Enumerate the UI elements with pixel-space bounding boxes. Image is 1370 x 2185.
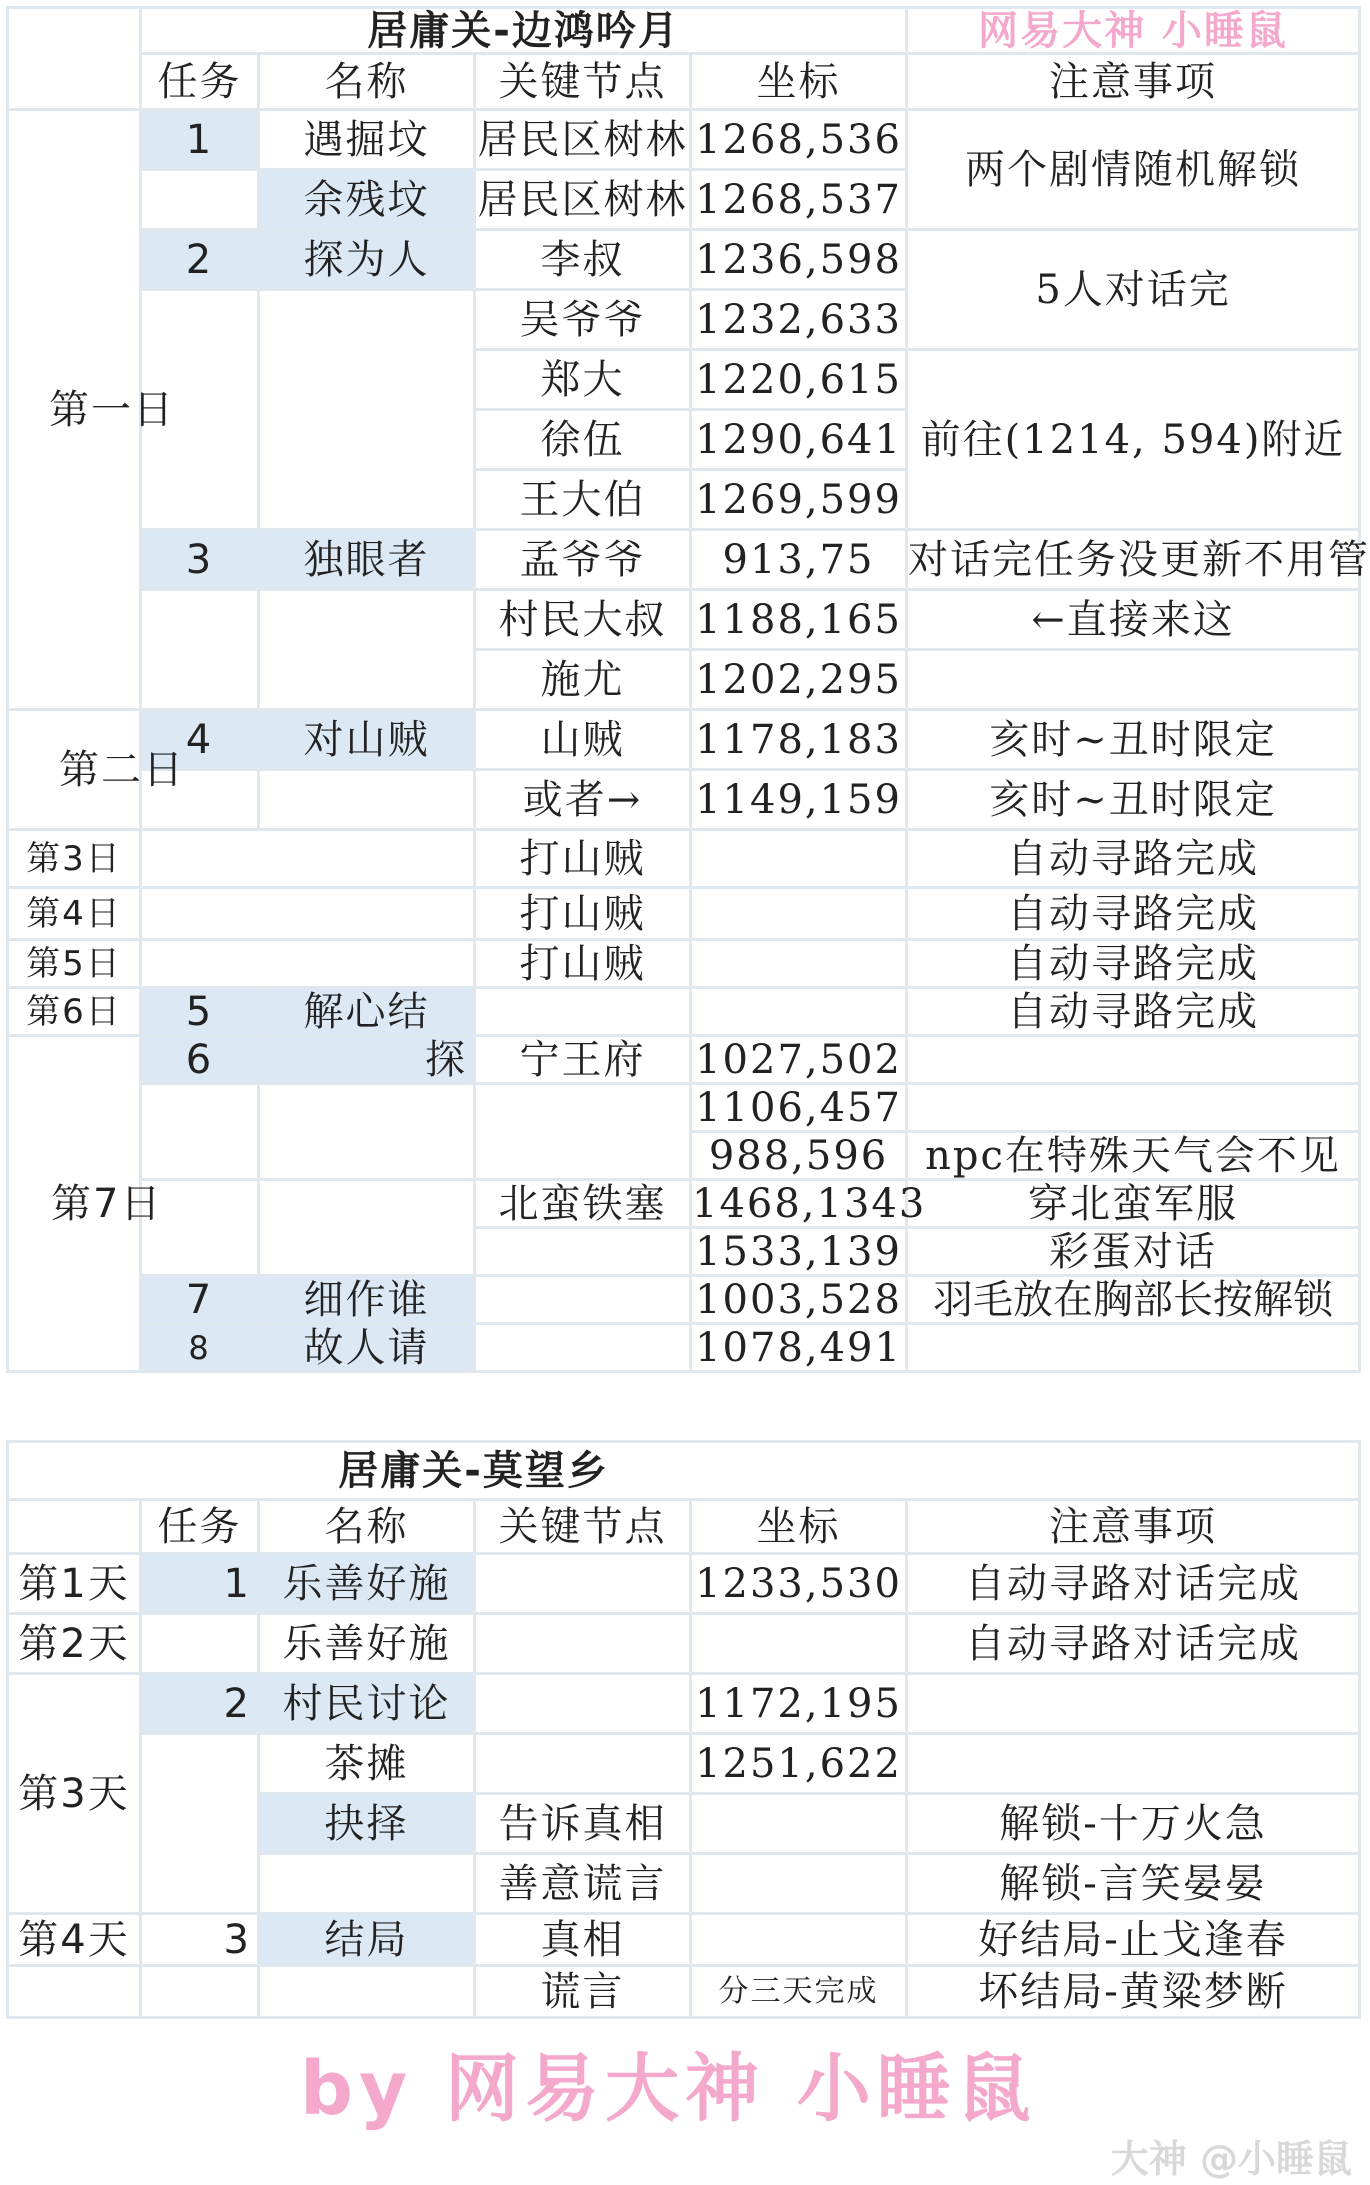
coordinate: 1232,633 (691, 290, 907, 350)
coordinate (691, 1854, 907, 1914)
key-node: 打山贼 (475, 888, 691, 940)
header-task: 任务 (141, 54, 259, 110)
coordinate (691, 830, 907, 888)
coordinate (691, 988, 907, 1036)
day-label: 第2天 (8, 1614, 141, 1674)
note: npc在特殊天气会不见 (907, 1132, 1360, 1180)
coordinate: 1106,457 (691, 1084, 907, 1132)
quest-name: 探 (259, 1036, 475, 1084)
key-node (475, 1228, 691, 1276)
task-number: 2 (141, 230, 259, 290)
header-note: 注意事项 (907, 1500, 1360, 1554)
key-node: 施尤 (475, 650, 691, 710)
quest-table-bianhong (6, 6, 1370, 1373)
coordinate (691, 1794, 907, 1854)
coordinate (691, 888, 907, 940)
quest-name (259, 1180, 475, 1276)
quest-name: 探为人 (259, 230, 475, 290)
note: 羽毛放在胸部长按解锁 (907, 1276, 1360, 1324)
task-number: 3 (141, 530, 259, 590)
key-node: 村民大叔 (475, 590, 691, 650)
note: 自动寻路完成 (907, 940, 1360, 988)
coordinate: 1202,295 (691, 650, 907, 710)
coordinate: 1003,528 (691, 1276, 907, 1324)
coordinate: 1172,195 (691, 1674, 907, 1734)
key-node: 或者→ (475, 770, 691, 830)
coordinate: 1468,1343 (692, 1180, 927, 1227)
quest-name: 对山贼 (259, 710, 475, 770)
key-node: 谎言 (475, 1966, 691, 2018)
task-number (141, 1084, 259, 1180)
note: 5人对话完 (907, 230, 1360, 350)
coordinate: 1290,641 (691, 410, 907, 470)
key-node (475, 1614, 691, 1674)
coordinate: 1220,615 (691, 350, 907, 410)
key-node (475, 1734, 691, 1794)
day-label (8, 1966, 141, 2018)
header-name: 名称 (259, 54, 475, 110)
coordinate: 1251,622 (691, 1734, 907, 1794)
coordinate (691, 1614, 907, 1674)
coordinate: 1268,536 (691, 110, 907, 170)
quest-name: 抉择 (259, 1794, 475, 1854)
note (907, 1324, 1360, 1372)
task-number: 3 (141, 1914, 259, 1966)
note: 解锁-十万火急 (907, 1794, 1360, 1854)
coordinate: 1268,537 (691, 170, 907, 230)
note: 对话完任务没更新不用管 (907, 530, 1360, 590)
task-number: 7 (141, 1276, 259, 1324)
quest-name: 余残坟 (259, 170, 475, 230)
key-node: 孟爷爷 (475, 530, 691, 590)
day-label: 第4日 (8, 888, 141, 940)
coordinate: 1178,183 (691, 710, 907, 770)
key-node (475, 1324, 691, 1372)
header-note: 注意事项 (907, 54, 1360, 110)
key-node: 告诉真相 (475, 1794, 691, 1854)
day-label: 第6日 (8, 988, 141, 1036)
quest-name: 结局 (259, 1914, 475, 1966)
quest-table-mowangxiang (6, 1440, 1361, 2019)
watermark: 大神 @小睡鼠 (1110, 2137, 1352, 2181)
note: 前往(1214, 594)附近 (907, 350, 1360, 530)
coordinate: 1149,159 (691, 770, 907, 830)
header-name: 名称 (259, 1500, 475, 1554)
header-node: 关键节点 (475, 54, 691, 110)
task-number: 1 (141, 1554, 259, 1614)
coordinate: 1078,491 (691, 1324, 907, 1372)
note: 自动寻路对话完成 (907, 1614, 1360, 1674)
coordinate (691, 1914, 907, 1966)
coordinate (691, 940, 907, 988)
note: 自动寻路对话完成 (907, 1554, 1360, 1614)
quest-name (259, 1854, 475, 1914)
coordinate: 988,596 (691, 1132, 907, 1180)
key-node (475, 1276, 691, 1324)
note (907, 1734, 1360, 1794)
task-number: 1 (141, 110, 259, 170)
quest-name: 独眼者 (259, 530, 475, 590)
key-node: 真相 (475, 1914, 691, 1966)
empty-cell (141, 940, 475, 988)
coordinate: 1233,530 (691, 1554, 907, 1614)
day-label: 第二日 (8, 710, 141, 830)
task-number (141, 590, 259, 710)
key-node: 善意谎言 (475, 1854, 691, 1914)
key-node: 郑大 (475, 350, 691, 410)
table-title: 居庸关-边鸿吟月 (141, 8, 907, 54)
task-number: 4 (141, 710, 259, 770)
task-number (141, 170, 259, 230)
quest-name: 乐善好施 (259, 1614, 475, 1674)
day-label: 第3天 (8, 1674, 141, 1914)
coordinate: 分三天完成 (691, 1966, 907, 2018)
key-node (475, 1674, 691, 1734)
corner-cell (8, 8, 141, 110)
note (907, 1674, 1360, 1734)
note: 自动寻路完成 (907, 888, 1360, 940)
table-title: 居庸关-莫望乡 (8, 1442, 1360, 1500)
task-number: 2 (141, 1674, 259, 1734)
key-node: 打山贼 (475, 940, 691, 988)
coordinate: 1269,599 (691, 470, 907, 530)
task-number (141, 1614, 259, 1674)
task-number: 5 (141, 988, 259, 1036)
note (907, 1084, 1360, 1132)
quest-name (259, 290, 475, 530)
quest-name: 茶摊 (259, 1734, 475, 1794)
day-label: 第4天 (8, 1914, 141, 1966)
quest-name (259, 770, 475, 830)
quest-name: 细作谁 (259, 1276, 475, 1324)
key-node: 李叔 (475, 230, 691, 290)
day-label: 第5日 (8, 940, 141, 988)
key-node: 徐伍 (475, 410, 691, 470)
task-number: 8 (141, 1324, 259, 1372)
coordinate: 1236,598 (691, 230, 907, 290)
day-label: 第一日 (8, 110, 141, 710)
note: 自动寻路完成 (907, 830, 1360, 888)
key-node: 吴爷爷 (475, 290, 691, 350)
coordinate: 1027,502 (691, 1036, 907, 1084)
quest-name (259, 1966, 475, 2018)
quest-name: 遇掘坟 (259, 110, 475, 170)
note: 坏结局-黄粱梦断 (907, 1966, 1360, 2018)
day-label: 第3日 (8, 830, 141, 888)
task-number: 6 (141, 1036, 259, 1084)
note: 两个剧情随机解锁 (907, 110, 1360, 230)
day-label: 第1天 (8, 1554, 141, 1614)
header-coord: 坐标 (691, 54, 907, 110)
note: 好结局-止戈逢春 (907, 1914, 1360, 1966)
quest-name: 村民讨论 (259, 1674, 475, 1734)
coordinate: 1188,165 (691, 590, 907, 650)
key-node: 打山贼 (475, 830, 691, 888)
empty-cell (141, 830, 475, 888)
quest-name (259, 590, 475, 710)
quest-name: 故人请 (259, 1324, 475, 1372)
header-task: 任务 (141, 1500, 259, 1554)
coordinate: 913,75 (691, 530, 907, 590)
day-label: 第7日 (8, 1036, 141, 1372)
coordinate: 1533,139 (691, 1228, 907, 1276)
quest-name: 乐善好施 (259, 1554, 475, 1614)
note: 解锁-言笑晏晏 (907, 1854, 1360, 1914)
note: 亥时~丑时限定 (907, 770, 1360, 830)
key-node: 王大伯 (475, 470, 691, 530)
note: 自动寻路完成 (907, 988, 1360, 1036)
key-node (475, 1084, 691, 1180)
note: 亥时~丑时限定 (907, 710, 1360, 770)
note (907, 650, 1360, 710)
footer-credit: by 网易大神 小睡鼠 (300, 2046, 1037, 2132)
quest-name: 解心结 (259, 988, 475, 1036)
key-node: 居民区树林 (475, 110, 691, 170)
task-number (141, 1966, 259, 2018)
key-node: 北蛮铁塞 (475, 1180, 691, 1228)
header-coord: 坐标 (691, 1500, 907, 1554)
author-tag: 网易大神 小睡鼠 (907, 8, 1360, 54)
task-number (141, 1734, 259, 1914)
key-node: 居民区树林 (475, 170, 691, 230)
key-node (475, 1554, 691, 1614)
key-node (475, 988, 691, 1036)
quest-name (259, 1084, 475, 1180)
header-node: 关键节点 (475, 1500, 691, 1554)
note: 穿北蛮军服 (907, 1180, 1360, 1228)
note: 彩蛋对话 (907, 1228, 1360, 1276)
key-node: 宁王府 (475, 1036, 691, 1084)
key-node: 山贼 (475, 710, 691, 770)
note (907, 1036, 1360, 1084)
note: ←直接来这 (907, 590, 1360, 650)
empty-cell (141, 888, 475, 940)
corner-cell (8, 1500, 141, 1554)
